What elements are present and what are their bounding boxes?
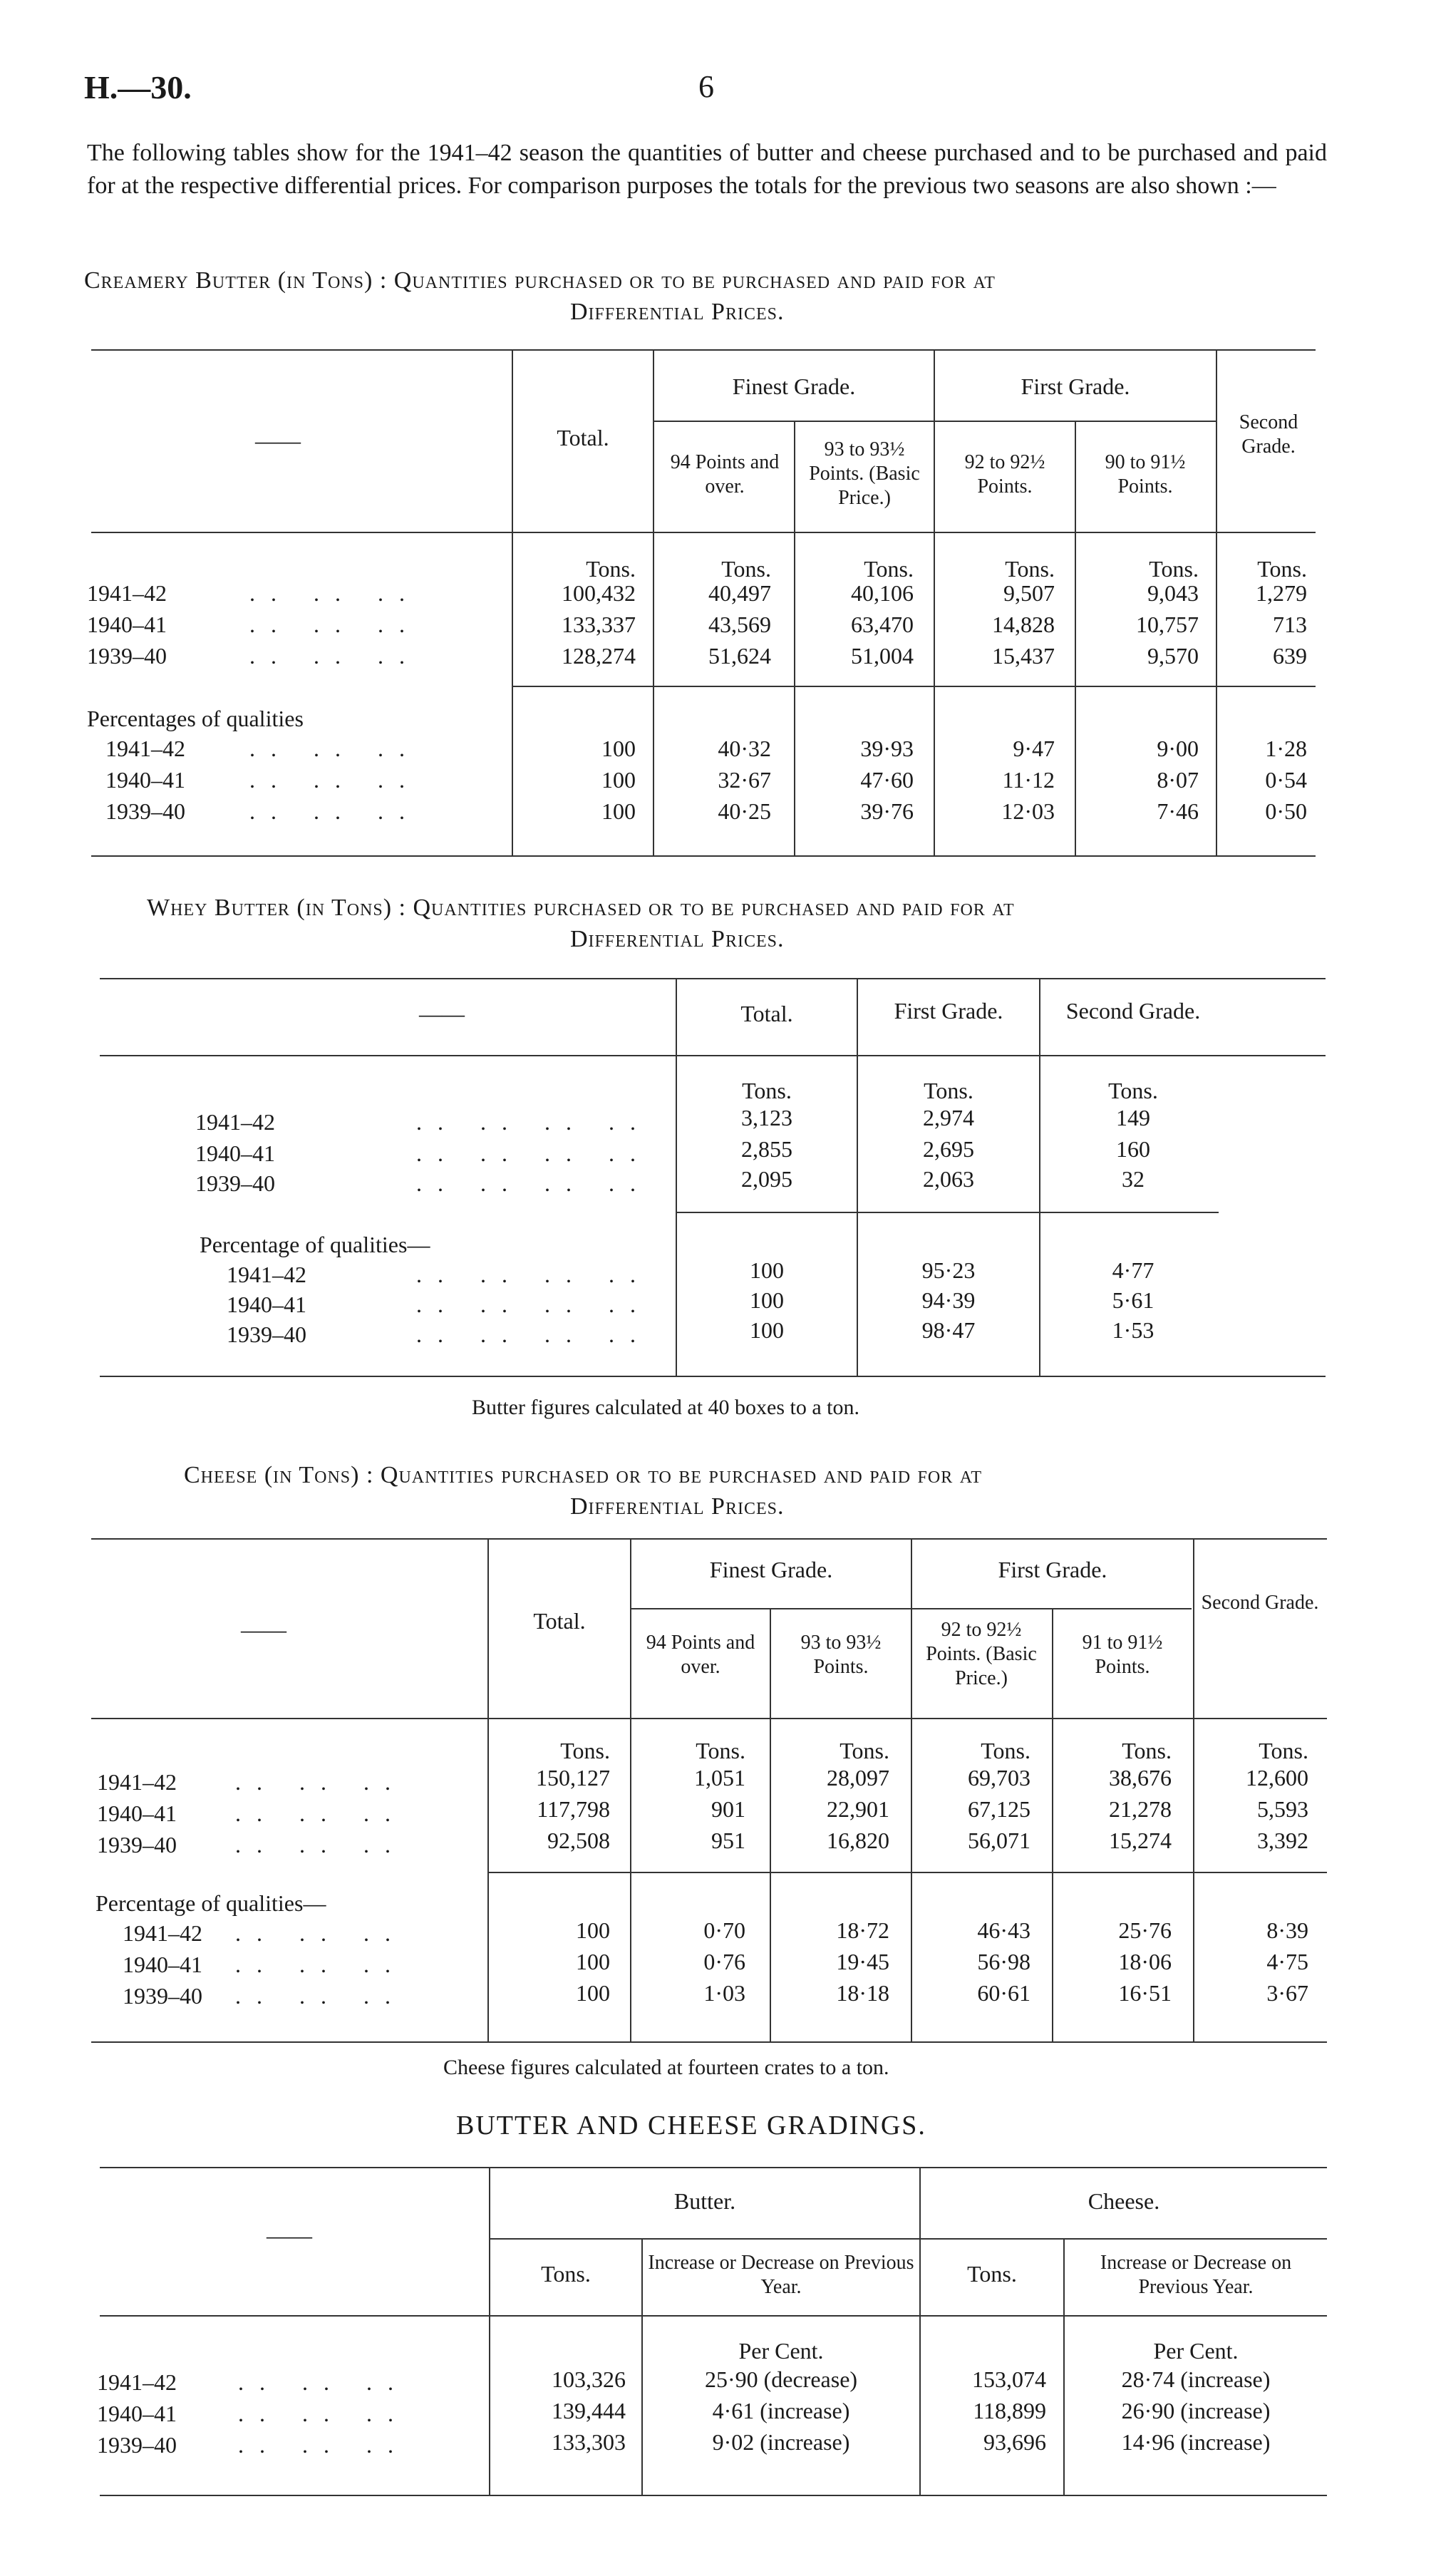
cell-value: 8·39: [1266, 1917, 1308, 1943]
cell-value: 160: [1116, 1136, 1150, 1162]
rule: [100, 2315, 1327, 2317]
cell-value: 15,274: [1109, 1828, 1172, 1853]
cell-value: 94·39: [921, 1287, 976, 1313]
stub-dash: ——: [255, 428, 301, 453]
cell-value: 0·70: [703, 1917, 745, 1943]
cell-value: 901: [711, 1796, 745, 1822]
cell-value: 1·28: [1265, 736, 1307, 761]
cell-value: 2,063: [923, 1166, 974, 1192]
col-92-header: 92 to 92½ Points.: [964, 451, 1045, 498]
cell-value: 9,570: [1147, 643, 1199, 669]
cell-value: 28·74 (increase): [1121, 2366, 1271, 2392]
intro-paragraph: The following tables show for the 1941–42 season the quantities of butter and cheese purchased and to be purchased and paid for at the respective differential prices. For comparison purposes the totals for the previous two seasons are also shown :—: [87, 140, 1327, 199]
percentages-label: Percentage of qualities—: [200, 1232, 430, 1257]
col-butter-change-header: Increase or Decrease on Previous Year.: [648, 2252, 914, 2298]
rule: [91, 532, 1316, 533]
rule: [677, 1212, 1219, 1213]
col-93-header: 93 to 93½ Points. (Basic Price.): [809, 438, 920, 509]
cell-value: 16,820: [827, 1828, 889, 1853]
leader-dots: .. .. ..: [235, 1952, 406, 1977]
cell-value: 56·98: [977, 1949, 1030, 1974]
unit-label: Tons.: [1122, 1738, 1172, 1763]
cell-value: 100,432: [562, 580, 636, 606]
cell-value: 8·07: [1157, 767, 1199, 793]
cell-value: 22,901: [827, 1796, 889, 1822]
cell-value: 128,274: [562, 643, 636, 669]
row-year: 1939–40: [227, 1322, 306, 1347]
cell-value: 1·03: [703, 1980, 745, 2006]
row-year: 1941–42: [97, 2369, 177, 2395]
page-number: 6: [698, 69, 714, 104]
cell-value: 5,593: [1257, 1796, 1308, 1822]
cell-value: 713: [1273, 612, 1307, 637]
cell-value: 21,278: [1109, 1796, 1172, 1822]
col-first-header: First Grade.: [998, 1557, 1107, 1582]
stub-dash: ——: [267, 2222, 312, 2248]
cell-value: 39·93: [860, 736, 914, 761]
cell-value: 14,828: [992, 612, 1055, 637]
col-cheese-change-header: Increase or Decrease on Previous Year.: [1100, 2252, 1292, 2298]
cell-value: 43,569: [708, 612, 771, 637]
cell-value: 100: [601, 798, 636, 824]
percentages-label: Percentages of qualities: [87, 706, 304, 731]
row-year: 1941–42: [87, 580, 167, 606]
cell-value: 9·02 (increase): [712, 2429, 850, 2455]
unit-label: Tons.: [721, 556, 771, 582]
leader-dots: .. .. .. ..: [416, 1140, 651, 1166]
whey-title-line2: Differential Prices.: [570, 926, 785, 952]
leader-dots: .. .. .. ..: [416, 1322, 651, 1347]
col-first-header: First Grade.: [894, 998, 1003, 1024]
leader-dots: .. .. .. ..: [416, 1262, 651, 1287]
row-year: 1940–41: [123, 1952, 202, 1977]
cell-value: 16·51: [1118, 1980, 1172, 2006]
cell-value: 4·61 (increase): [712, 2398, 850, 2423]
col-second-header: Second Grade.: [1201, 1592, 1319, 1614]
unit-label: Tons.: [924, 1078, 973, 1103]
whey-title-line1: Whey Butter (in Tons) : Quantities purchased or to be purchased and paid for at: [147, 895, 1015, 921]
unit-label: Tons.: [1108, 1078, 1158, 1103]
leader-dots: .. .. ..: [249, 736, 420, 761]
col-butter-header: Butter.: [673, 2188, 736, 2214]
col-finest-header: Finest Grade.: [732, 373, 856, 399]
cell-value: 1,051: [694, 1765, 745, 1791]
cell-value: 18·72: [836, 1917, 889, 1943]
cell-value: 28,097: [827, 1765, 889, 1791]
cell-value: 139,444: [552, 2398, 626, 2423]
leader-dots: .. .. ..: [235, 1920, 406, 1946]
row-year: 1939–40: [97, 1832, 177, 1858]
unit-label: Tons.: [560, 1738, 610, 1763]
leader-dots: .. .. ..: [235, 1769, 406, 1795]
rule: [100, 1376, 1326, 1377]
row-year: 1940–41: [87, 612, 167, 637]
cell-value: 1·53: [1112, 1317, 1154, 1343]
cell-value: 100: [601, 767, 636, 793]
cell-value: 100: [576, 1949, 610, 1974]
cell-value: 951: [711, 1828, 745, 1853]
cell-value: 3,392: [1257, 1828, 1308, 1853]
cell-value: 3,123: [741, 1105, 792, 1130]
cell-value: 118,899: [973, 2398, 1046, 2423]
col-94-header: 94 Points and over.: [670, 451, 780, 498]
gradings-title: BUTTER AND CHEESE GRADINGS.: [456, 2111, 926, 2140]
cell-value: 3·67: [1266, 1980, 1308, 2006]
rule: [489, 1872, 1327, 1873]
cell-value: 56,071: [968, 1828, 1030, 1853]
row-year: 1941–42: [195, 1109, 275, 1135]
rule: [1052, 1608, 1053, 2041]
rule: [654, 421, 1217, 422]
cell-value: 2,855: [741, 1136, 792, 1162]
unit-label: Tons.: [981, 1738, 1030, 1763]
unit-label: Tons.: [696, 1738, 745, 1763]
col-total-header: Total.: [557, 425, 609, 450]
rule: [91, 1538, 1327, 1540]
col-cheese-tons-header: Tons.: [967, 2261, 1017, 2287]
rule: [91, 1718, 1327, 1719]
cell-value: 103,326: [552, 2366, 626, 2392]
cell-value: 100: [576, 1917, 610, 1943]
cell-value: 133,303: [552, 2429, 626, 2455]
cell-value: 0·50: [1265, 798, 1307, 824]
col-90-header: 90 to 91½ Points.: [1105, 451, 1186, 498]
cell-value: 2,695: [923, 1136, 974, 1162]
cell-value: 0·54: [1265, 767, 1307, 793]
cell-value: 26·90 (increase): [1121, 2398, 1271, 2423]
cell-value: 15,437: [992, 643, 1055, 669]
unit-label: Per Cent.: [1153, 2338, 1239, 2364]
cell-value: 4·77: [1112, 1257, 1154, 1283]
unit-label: Tons.: [586, 556, 636, 582]
cell-value: 12,600: [1246, 1765, 1308, 1791]
cell-value: 47·60: [860, 767, 914, 793]
leader-dots: .. .. ..: [235, 1983, 406, 2009]
row-year: 1940–41: [195, 1140, 275, 1166]
cell-value: 39·76: [860, 798, 914, 824]
col-92-header: 92 to 92½ Points. (Basic Price.): [926, 1619, 1037, 1689]
col-91-header: 91 to 91½ Points.: [1082, 1632, 1163, 1678]
cell-value: 51,004: [851, 643, 914, 669]
cell-value: 9·47: [1013, 736, 1055, 761]
cell-value: 19·45: [836, 1949, 889, 1974]
cell-value: 150,127: [536, 1765, 610, 1791]
cell-value: 14·96 (increase): [1121, 2429, 1271, 2455]
col-94-header: 94 Points and over.: [646, 1632, 755, 1678]
row-year: 1939–40: [123, 1983, 202, 2009]
unit-label: Tons.: [742, 1078, 792, 1103]
cell-value: 4·75: [1266, 1949, 1308, 1974]
cell-value: 153,074: [972, 2366, 1046, 2392]
leader-dots: .. .. ..: [235, 1800, 406, 1826]
cell-value: 117,798: [537, 1796, 610, 1822]
cell-value: 100: [576, 1980, 610, 2006]
col-second-header: Second Grade.: [1065, 998, 1201, 1024]
cell-value: 100: [750, 1287, 784, 1313]
cell-value: 40·25: [718, 798, 771, 824]
unit-label: Tons.: [864, 556, 914, 582]
row-year: 1940–41: [97, 2401, 177, 2426]
rule: [641, 2238, 643, 2495]
rule: [91, 349, 1316, 351]
leader-dots: .. .. .. ..: [416, 1109, 651, 1135]
cell-value: 40,106: [851, 580, 914, 606]
rule: [91, 855, 1316, 857]
stub-dash: ——: [241, 1617, 286, 1642]
cell-value: 149: [1116, 1105, 1150, 1130]
row-year: 1940–41: [97, 1800, 177, 1826]
leader-dots: .. .. ..: [235, 1832, 406, 1858]
col-cheese-header: Cheese.: [1088, 2188, 1160, 2214]
stub-dash: ——: [419, 1001, 465, 1026]
cell-value: 100: [750, 1317, 784, 1343]
col-finest-header: Finest Grade.: [709, 1557, 833, 1582]
col-butter-tons-header: Tons.: [541, 2261, 591, 2287]
row-year: 1940–41: [105, 767, 185, 793]
cell-value: 133,337: [562, 612, 636, 637]
cell-value: 9,043: [1147, 580, 1199, 606]
rule: [100, 2167, 1327, 2168]
leader-dots: .. .. ..: [249, 643, 420, 669]
leader-dots: .. .. ..: [249, 612, 420, 637]
rule: [490, 2238, 1327, 2240]
cell-value: 0·76: [703, 1949, 745, 1974]
cell-value: 67,125: [968, 1796, 1030, 1822]
row-year: 1941–42: [97, 1769, 177, 1795]
cell-value: 98·47: [921, 1317, 976, 1343]
cell-value: 12·03: [1001, 798, 1055, 824]
cell-value: 100: [601, 736, 636, 761]
rule: [770, 1608, 771, 2041]
cell-value: 25·76: [1118, 1917, 1172, 1943]
unit-label: Tons.: [1005, 556, 1055, 582]
cheese-note: Cheese figures calculated at fourteen crates to a ton.: [443, 2056, 889, 2079]
cell-value: 46·43: [977, 1917, 1030, 1943]
cell-value: 40·32: [718, 736, 771, 761]
rule: [100, 1055, 1326, 1056]
cell-value: 38,676: [1109, 1765, 1172, 1791]
col-second-header: Second Grade.: [1239, 411, 1298, 458]
butter-note: Butter figures calculated at 40 boxes to a ton.: [472, 1396, 859, 1419]
cell-value: 69,703: [968, 1765, 1030, 1791]
col-total-header: Total.: [740, 1001, 793, 1026]
cell-value: 60·61: [977, 1980, 1030, 2006]
leader-dots: .. .. ..: [249, 580, 420, 606]
leader-dots: .. .. .. ..: [416, 1170, 651, 1196]
creamery-title-line1: Creamery Butter (in Tons) : Quantities purchased or to be purchased and paid for at: [84, 267, 996, 294]
row-year: 1940–41: [227, 1292, 306, 1317]
percentages-label: Percentage of qualities—: [95, 1890, 326, 1916]
cell-value: 7·46: [1157, 798, 1199, 824]
col-total-header: Total.: [533, 1608, 586, 1634]
cell-value: 639: [1273, 643, 1307, 669]
unit-label: Tons.: [840, 1738, 889, 1763]
row-year: 1941–42: [123, 1920, 202, 1946]
row-year: 1939–40: [87, 643, 167, 669]
cell-value: 18·18: [836, 1980, 889, 2006]
cell-value: 9·00: [1157, 736, 1199, 761]
cell-value: 92,508: [547, 1828, 610, 1853]
cell-value: 95·23: [921, 1257, 976, 1283]
cell-value: 100: [750, 1257, 784, 1283]
cheese-title-line1: Cheese (in Tons) : Quantities purchased or to be purchased and paid for at: [184, 1462, 983, 1488]
cell-value: 25·90 (decrease): [704, 2366, 858, 2392]
cell-value: 51,624: [708, 643, 771, 669]
rule: [1063, 2238, 1065, 2495]
leader-dots: .. .. ..: [249, 767, 420, 793]
cell-value: 5·61: [1112, 1287, 1154, 1313]
cell-value: 32·67: [718, 767, 771, 793]
cell-value: 10,757: [1136, 612, 1199, 637]
leader-dots: .. .. .. ..: [416, 1292, 651, 1317]
row-year: 1941–42: [227, 1262, 306, 1287]
unit-label: Tons.: [1257, 556, 1307, 582]
cheese-title-line2: Differential Prices.: [570, 1493, 785, 1520]
cell-value: 2,095: [741, 1166, 792, 1192]
cell-value: 2,974: [923, 1105, 974, 1130]
rule: [100, 2495, 1327, 2496]
document-series: H.—30.: [84, 69, 192, 105]
row-year: 1941–42: [105, 736, 185, 761]
rule: [91, 2041, 1327, 2043]
cell-value: 11·12: [1002, 767, 1055, 793]
unit-label: Tons.: [1259, 1738, 1308, 1763]
row-year: 1939–40: [195, 1170, 275, 1196]
cell-value: 1,279: [1256, 580, 1307, 606]
cell-value: 93,696: [983, 2429, 1046, 2455]
row-year: 1939–40: [97, 2432, 177, 2458]
cell-value: 40,497: [708, 580, 771, 606]
row-year: 1939–40: [105, 798, 185, 824]
unit-label: Tons.: [1149, 556, 1199, 582]
col-first-header: First Grade.: [1021, 373, 1130, 399]
unit-label: Per Cent.: [738, 2338, 824, 2364]
leader-dots: .. .. ..: [238, 2432, 409, 2458]
rule: [100, 978, 1326, 979]
col-93-header: 93 to 93½ Points.: [800, 1632, 882, 1678]
rule: [513, 686, 1316, 687]
cell-value: 9,507: [1003, 580, 1055, 606]
cell-value: 18·06: [1118, 1949, 1172, 1974]
cell-value: 63,470: [851, 612, 914, 637]
leader-dots: .. .. ..: [249, 798, 420, 824]
leader-dots: .. .. ..: [238, 2369, 409, 2395]
creamery-title-line2: Differential Prices.: [570, 299, 785, 325]
cell-value: 32: [1122, 1166, 1145, 1192]
leader-dots: .. .. ..: [238, 2401, 409, 2426]
